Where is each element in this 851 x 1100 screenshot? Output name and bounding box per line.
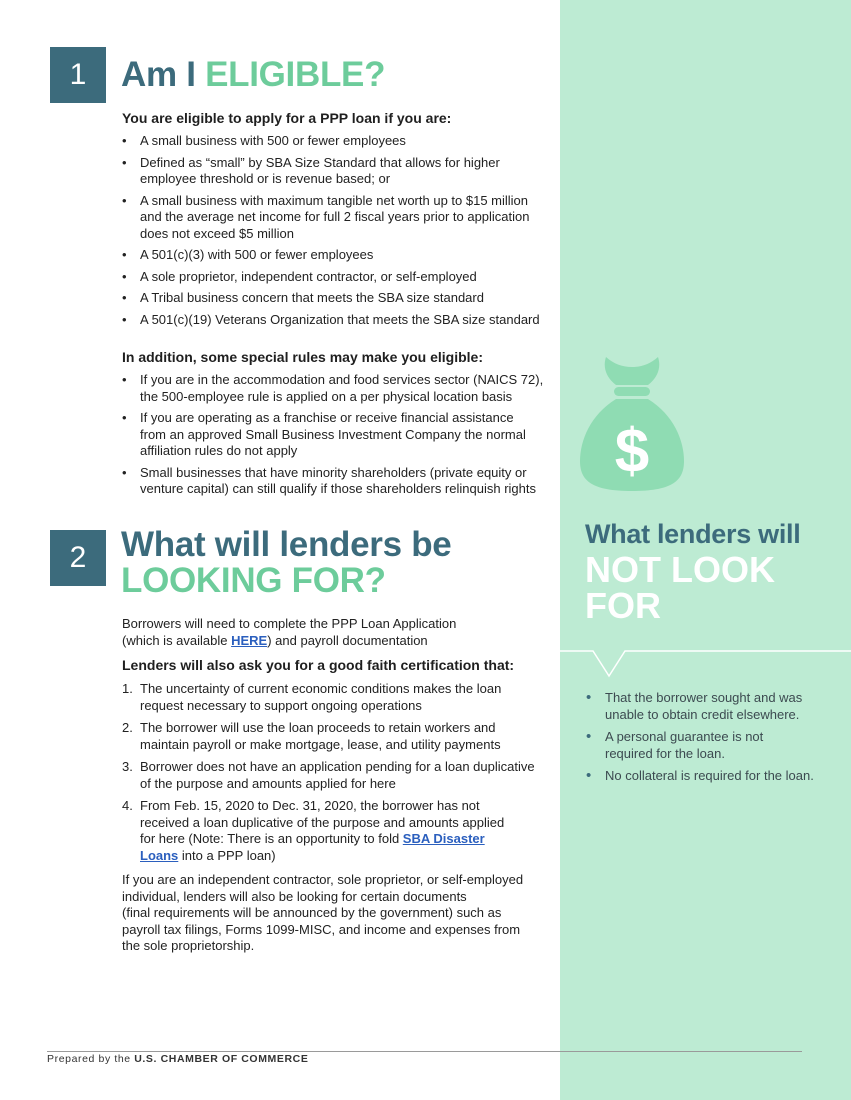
heading-plain: Am I [121,55,206,94]
list-item: • A small business with 500 or fewer employees [122,133,552,150]
list-item: • A 501(c)(19) Veterans Organization that meets the SBA size standard [122,312,552,329]
item-number: 1. [122,681,133,696]
section-2-number: 2 [50,530,106,586]
certification-intro: Lenders will also ask you for a good faith certification that: [122,657,515,673]
paragraph-line: If you are an independent contractor, sole proprietor, or self-employed [122,872,524,887]
list-item: • If you are operating as a franchise or receive financial assistance from an approved Small Business Investment Company the normal affiliation rules do not apply [122,410,540,460]
sidebar-title: What lenders will [585,519,801,549]
svg-text:$: $ [614,417,650,486]
section-1-number: 1 [50,47,106,103]
heading-accent: ELIGIBLE? [205,55,386,94]
footer-prefix: Prepared by the [47,1053,135,1065]
list-item: • A personal guarantee is not required for the loan. [586,729,780,762]
item-text: Borrower does not have an application pending for a loan duplicative of the purpose and amounts applied for here [140,759,535,791]
list-item: • A 501(c)(3) with 500 or fewer employees [122,247,552,264]
paragraph-line: payroll tax filings, Forms 1099-MISC, and income and expenses from [122,921,521,937]
paragraph-line: (final requirements will be announced by the government) such as [122,905,502,920]
list-item [122,798,520,864]
item-number: 4. [122,798,133,813]
item-text: The borrower will use the loan proceeds to retain workers and maintain payroll or make mortgage, lease, and utility payments [140,720,501,752]
section-2-heading [121,527,451,599]
not-look-for-list [586,690,831,791]
notch-divider [560,644,851,680]
list-item: • No collateral is required for the loan. [586,768,831,785]
special-rules-intro: In addition, some special rules may make you eligible: [122,349,484,365]
list-item: • A Tribal business concern that meets the SBA size standard [122,290,552,307]
item-text: into a PPP loan) [178,847,276,863]
paragraph-line: the sole proprietorship. [122,938,255,953]
special-rules-list [122,372,552,503]
sidebar-title-emphasis: NOT LOOK FOR [585,549,775,626]
contractor-paragraph [122,872,523,955]
heading-plain: What will lenders be [121,525,452,564]
money-bag-icon [580,355,684,493]
application-link[interactable]: HERE [231,632,268,648]
list-item: • Small businesses that have minority shareholders (private equity or venture capital) can still qualify if those shareholders relinquish rights [122,465,552,498]
application-paragraph [122,616,456,649]
paragraph-text: ) and payroll documentation [267,632,428,648]
list-item [122,720,542,753]
list-item [122,681,542,714]
heading-accent: LOOKING FOR? [121,561,386,600]
footer-divider [47,1051,802,1052]
list-item: • If you are in the accommodation and food services sector (NAICS 72), the 500-employee rule is applied on a per physical location basis [122,372,552,405]
paragraph-line: individual, lenders will also be looking for certain documents [122,888,467,904]
certification-list [122,681,542,870]
item-number: 3. [122,759,133,774]
item-text: The uncertainty of current economic conditions makes the loan request necessary to support ongoing operations [140,681,502,713]
list-item: • Defined as “small” by SBA Size Standard that allows for higher employee threshold or is revenue based; or [122,155,552,188]
list-item: • A sole proprietor, independent contractor, or self-employed [122,269,552,286]
paragraph-text: Borrowers will need to complete the PPP Loan Application [122,616,457,631]
footer-text [47,1053,308,1065]
list-item: • That the borrower sought and was unable to obtain credit elsewhere. [586,690,831,723]
footer-org: U.S. CHAMBER OF COMMERCE [134,1053,309,1065]
eligibility-intro: You are eligible to apply for a PPP loan if you are: [122,110,452,126]
item-text: From Feb. 15, 2020 to Dec. 31, 2020, the borrower has not received a loan duplicative of the purpose and amounts applied for here (Note: There is an opportunity to fold [140,798,505,846]
list-item [122,759,542,792]
section-1-heading [121,57,385,93]
item-number: 2. [122,720,133,735]
list-item: • A small business with maximum tangible net worth up to $15 million and the average net income for full 2 fiscal years prior to application does not exceed $5 million [122,193,530,243]
eligibility-list [122,133,552,333]
paragraph-text: (which is available [122,632,232,648]
sba-disaster-loans-link[interactable]: SBA Disaster Loans [140,831,485,863]
